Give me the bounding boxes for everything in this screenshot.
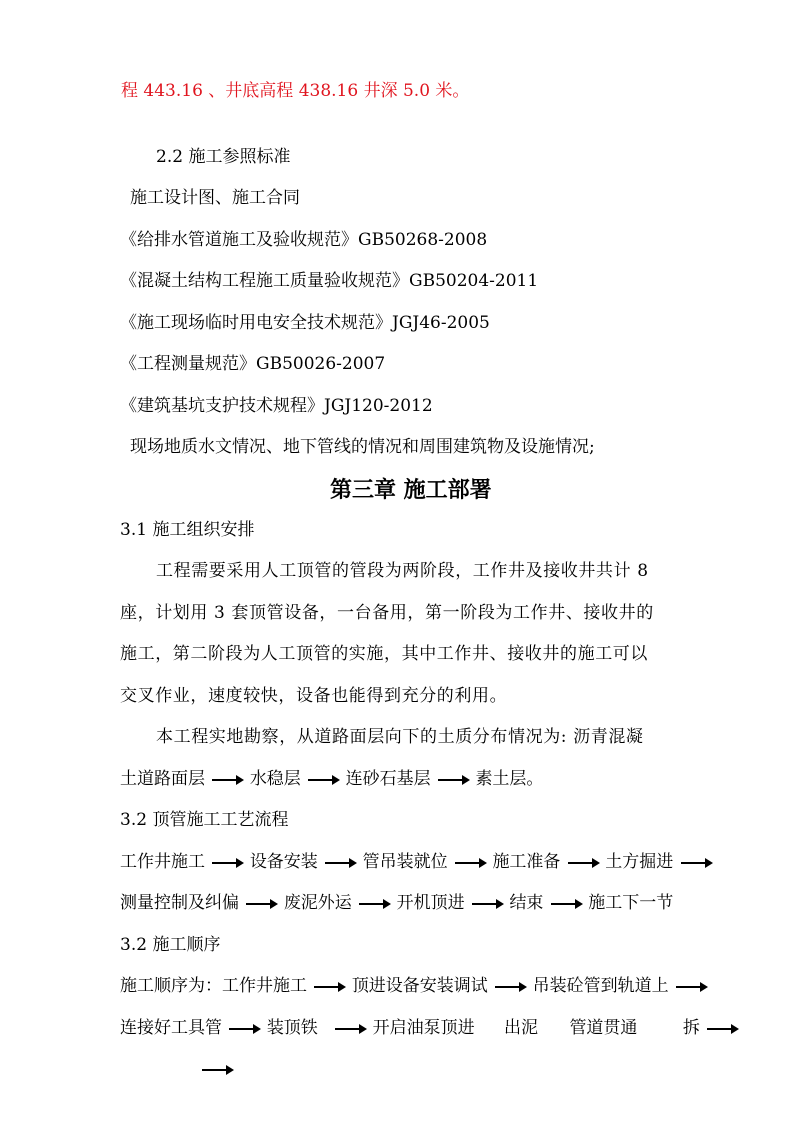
process-flow-row xyxy=(120,851,713,873)
flow-step: 施工下一节 xyxy=(588,893,674,913)
arrow-right-icon xyxy=(472,903,502,905)
arrow-right-icon xyxy=(438,779,468,781)
arrow-right-icon xyxy=(551,903,581,905)
arrow-right-icon xyxy=(212,862,242,864)
arrow-right-icon xyxy=(568,862,598,864)
flow-step: 结束 xyxy=(509,893,544,913)
standard-item: 现场地质水文情况、地下管线的情况和周围建筑物及设施情况; xyxy=(130,437,595,457)
sequence-step: 连接好工具管 xyxy=(120,1018,222,1038)
sequence-step: 拆 xyxy=(682,1018,700,1038)
standard-item: 《建筑基坑支护技术规程》JGJ120-2012 xyxy=(120,396,433,416)
arrow-right-icon xyxy=(229,1028,259,1030)
standard-item: 《给排水管道施工及验收规范》GB50268-2008 xyxy=(120,230,488,250)
paragraph-line: 工程需要采用人工顶管的管段为两阶段，工作井及接收井共计 8 xyxy=(156,561,649,581)
standard-item: 《混凝土结构工程施工质量验收规范》GB50204-2011 xyxy=(120,271,539,291)
soil-step: 土道路面层 xyxy=(120,769,205,789)
standard-item: 《施工现场临时用电安全技术规范》JGJ46-2005 xyxy=(120,313,490,333)
soil-sequence xyxy=(120,768,543,790)
paragraph-line: 施工，第二阶段为人工顶管的实施，其中工作井、接收井的施工可以 xyxy=(120,644,648,664)
standard-item: 施工设计图、施工合同 xyxy=(130,188,300,208)
sequence-step: 工作井施工 xyxy=(222,976,307,996)
sequence-prefix: 施工顺序为： xyxy=(120,976,222,996)
arrow-right-icon xyxy=(495,986,525,988)
paragraph-line: 座，计划用 3 套顶管设备，一台备用，第一阶段为工作井、接收井的 xyxy=(120,603,654,623)
flow-step: 工作井施工 xyxy=(120,852,205,872)
section-3-2-sequence-title: 3.2 施工顺序 xyxy=(120,935,221,955)
sequence-step: 顶进设备安装调试 xyxy=(351,976,488,996)
arrow-right-icon xyxy=(676,986,706,988)
sequence-continuation xyxy=(200,1058,234,1080)
section-3-1-title: 3.1 施工组织安排 xyxy=(120,520,255,540)
arrow-right-icon xyxy=(308,779,338,781)
paragraph-line: 交叉作业，速度较快，设备也能得到充分的利用。 xyxy=(120,686,508,706)
flow-step: 设备安装 xyxy=(249,852,318,872)
standard-item: 《工程测量规范》GB50026-2007 xyxy=(120,354,386,374)
arrow-right-icon xyxy=(325,862,355,864)
arrow-right-icon xyxy=(707,1028,737,1030)
soil-step: 连砂石基层 xyxy=(345,769,431,789)
elevation-line: 程 443.16 、井底高程 438.16 井深 5.0 米。 xyxy=(121,81,470,101)
section-2-2-title: 2.2 施工参照标准 xyxy=(156,147,291,167)
sequence-step: 出泥 xyxy=(504,1018,539,1038)
flow-step: 管吊装就位 xyxy=(362,852,448,872)
flow-step: 开机顶进 xyxy=(396,893,465,913)
flow-step: 测量控制及纠偏 xyxy=(120,893,239,913)
arrow-right-icon xyxy=(202,1069,232,1071)
sequence-step: 吊装砼管到轨道上 xyxy=(532,976,669,996)
arrow-right-icon xyxy=(314,986,344,988)
chapter-title: 第三章 施工部署 xyxy=(330,477,492,503)
flow-step: 废泥外运 xyxy=(283,893,352,913)
process-flow-row xyxy=(120,892,673,914)
arrow-right-icon xyxy=(335,1028,365,1030)
sequence-flow-row xyxy=(120,975,708,997)
arrow-right-icon xyxy=(681,862,711,864)
sequence-step: 开启油泵顶进 xyxy=(372,1018,475,1038)
flow-step: 施工准备 xyxy=(492,852,561,872)
arrow-right-icon xyxy=(212,779,242,781)
arrow-right-icon xyxy=(455,862,485,864)
section-3-2-process-title: 3.2 顶管施工工艺流程 xyxy=(120,810,289,830)
arrow-right-icon xyxy=(359,903,389,905)
paragraph-line: 本工程实地勘察，从道路面层向下的土质分布情况为: 沥青混凝 xyxy=(156,727,644,747)
sequence-flow-row xyxy=(120,1017,739,1039)
arrow-right-icon xyxy=(246,903,276,905)
flow-step: 土方掘进 xyxy=(605,852,674,872)
soil-step: 水稳层 xyxy=(249,769,301,789)
soil-step: 素土层。 xyxy=(475,769,544,789)
sequence-step: 管道贯通 xyxy=(569,1018,638,1038)
sequence-step: 装顶铁 xyxy=(266,1018,318,1038)
